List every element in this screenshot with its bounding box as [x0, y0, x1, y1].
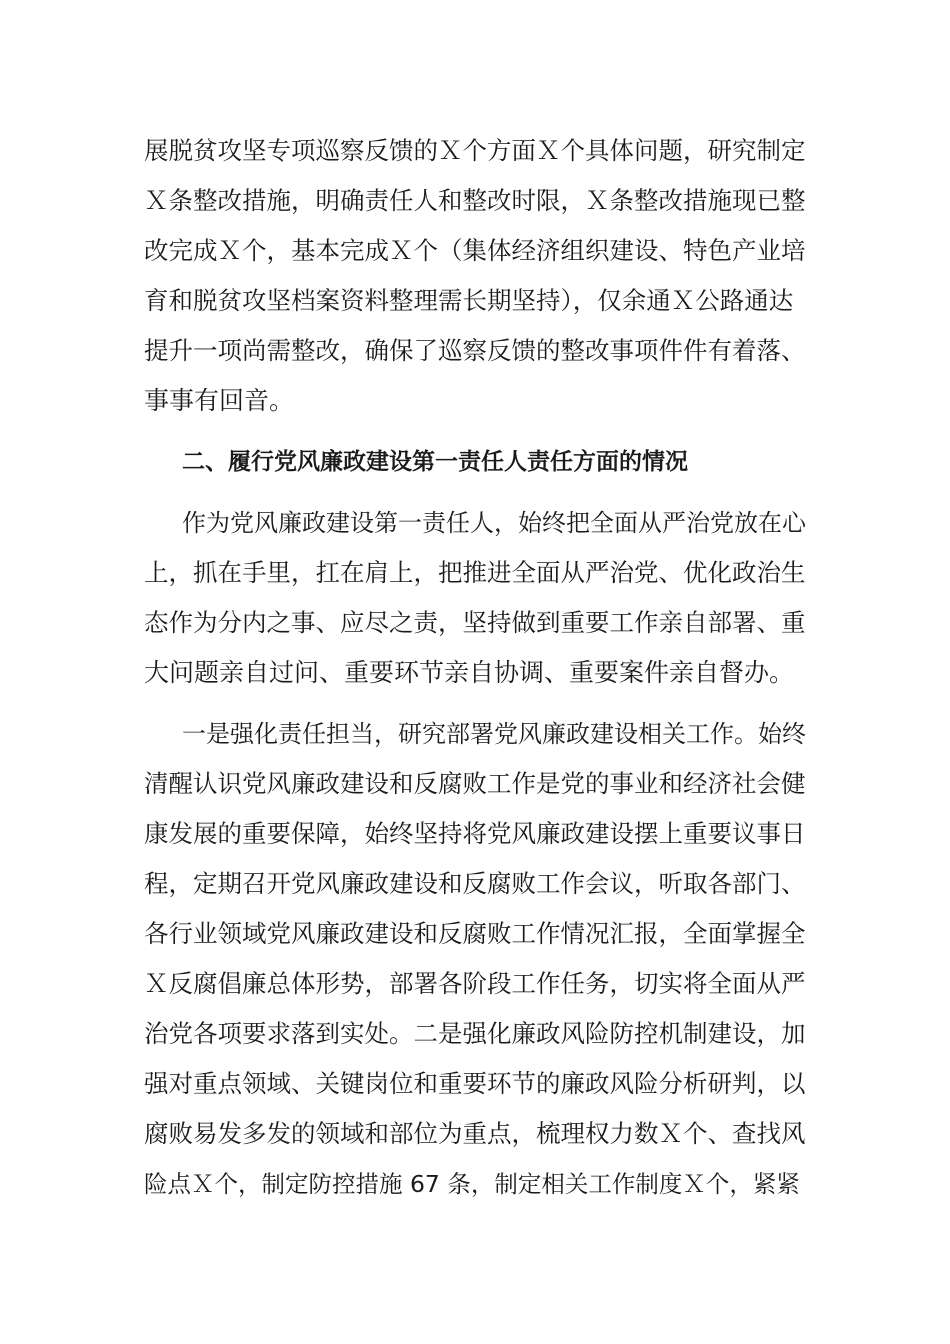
- paragraph-line: 各行业领域党风廉政建设和反腐败工作情况汇报，全面掌握全: [144, 919, 806, 948]
- paragraph-line: 上，抓在手里，扛在肩上，把推进全面从严治党、优化政治生: [144, 558, 806, 587]
- paragraph-line: Ｘ反腐倡廉总体形势，部署各阶段工作任务，切实将全面从严: [144, 969, 806, 998]
- paragraph-line: 提升一项尚需整改，确保了巡察反馈的整改事项件件有着落、: [144, 336, 806, 365]
- paragraph-line: 一是强化责任担当，研究部署党风廉政建设相关工作。始终: [182, 720, 806, 748]
- paragraph-line: 态作为分内之事、应尽之责，坚持做到重要工作亲自部署、重: [144, 608, 806, 637]
- paragraph-line: 事事有回音。: [144, 386, 295, 415]
- paragraph-line: 康发展的重要保障，始终坚持将党风廉政建设摆上重要议事日: [144, 819, 806, 848]
- paragraph-line: 改完成Ｘ个，基本完成Ｘ个（集体经济组织建设、特色产业培: [144, 236, 806, 265]
- paragraph-line: 程，定期召开党风廉政建设和反腐败工作会议，听取各部门、: [144, 869, 806, 898]
- paragraph-line: 大问题亲自过问、重要环节亲自协调、重要案件亲自督办。: [144, 658, 795, 687]
- paragraph-line: 育和脱贫攻坚档案资料整理需长期坚持），仅余通Ｘ公路通达: [144, 286, 794, 315]
- paragraph-line: 险点Ｘ个，制定防控措施 67 条，制定相关工作制度Ｘ个，紧紧: [144, 1170, 800, 1198]
- paragraph-line: 清醒认识党风廉政建设和反腐败工作是党的事业和经济社会健: [144, 769, 806, 798]
- paragraph-line: 展脱贫攻坚专项巡察反馈的Ｘ个方面Ｘ个具体问题，研究制定: [144, 136, 806, 165]
- section-heading: 二、履行党风廉政建设第一责任人责任方面的情况: [182, 449, 688, 475]
- paragraph-line: Ｘ条整改措施，明确责任人和整改时限，Ｘ条整改措施现已整: [144, 186, 806, 215]
- paragraph-line: 作为党风廉政建设第一责任人，始终把全面从严治党放在心: [182, 509, 806, 537]
- paragraph-line: 治党各项要求落到实处。二是强化廉政风险防控机制建设，加: [144, 1019, 806, 1048]
- paragraph-line: 腐败易发多发的领域和部位为重点，梳理权力数Ｘ个、查找风: [144, 1119, 806, 1148]
- paragraph-line: 强对重点领域、关键岗位和重要环节的廉政风险分析研判，以: [144, 1069, 806, 1098]
